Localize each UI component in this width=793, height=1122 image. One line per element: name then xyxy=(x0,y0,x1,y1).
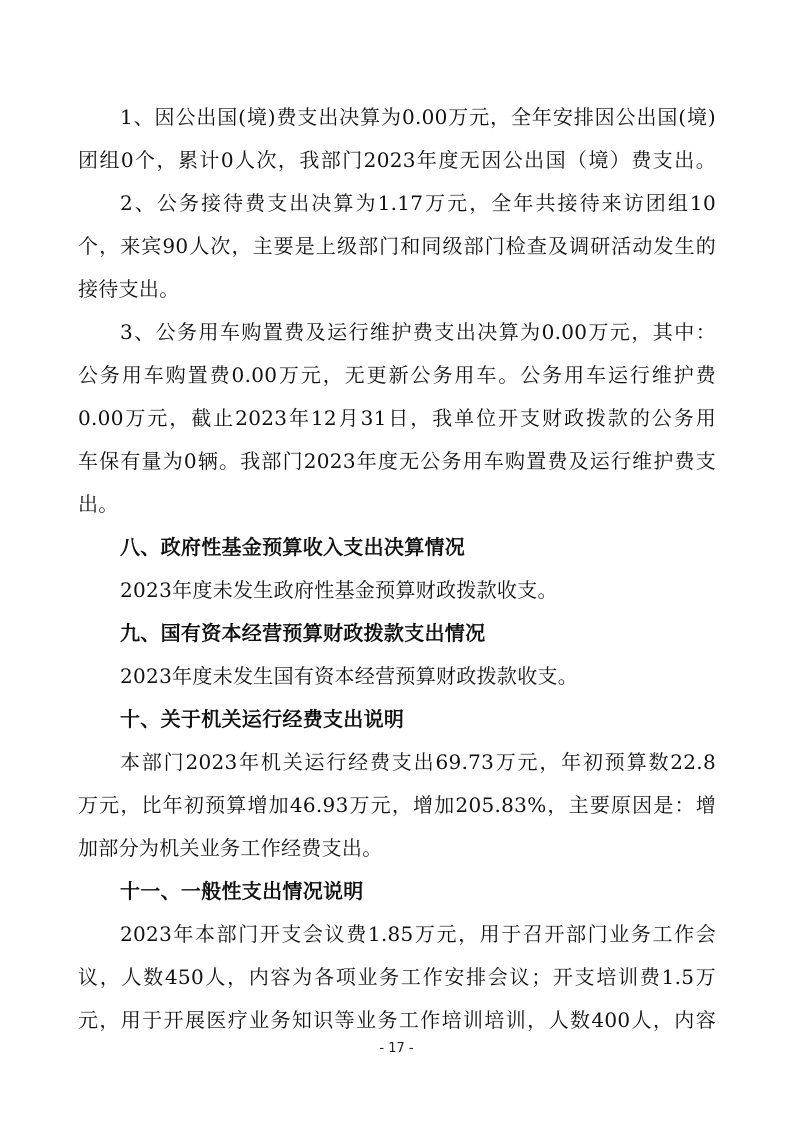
paragraph-line: 加部分为机关业务工作经费支出。 xyxy=(78,836,383,860)
paragraph-line: 接待支出。 xyxy=(78,277,180,301)
section-heading: 九、国有资本经营预算财政拨款支出情况 xyxy=(120,621,486,645)
paragraph-line: 本部门2023年机关运行经费支出69.73万元，年初预算数22.8 xyxy=(120,750,716,774)
section-heading: 十一、一般性支出情况说明 xyxy=(120,879,364,903)
paragraph-line: 元，用于开展医疗业务知识等业务工作培训培训，人数400人，内容 xyxy=(78,1008,716,1032)
paragraph-line: 2023年度未发生国有资本经营预算财政拨款收支。 xyxy=(120,664,579,688)
section-heading: 十、关于机关运行经费支出说明 xyxy=(120,707,405,731)
paragraph-line: 出。 xyxy=(78,492,119,516)
paragraph-line: 个，来宾90人次，主要是上级部门和同级部门检查及调研活动发生的 xyxy=(78,234,716,258)
paragraph-line: 2、公务接待费支出决算为1.17万元，全年共接待来访团组10 xyxy=(120,191,716,215)
paragraph-line: 0.00万元，截止2023年12月31日，我单位开支财政拨款的公务用 xyxy=(78,406,716,430)
page-number: - 17 - xyxy=(379,1041,414,1056)
paragraph-line: 1、因公出国(境)费支出决算为0.00万元，全年安排因公出国(境) xyxy=(120,105,716,129)
paragraph-line: 2023年本部门开支会议费1.85万元，用于召开部门业务工作会 xyxy=(120,922,716,946)
paragraph-line: 车保有量为0辆。我部门2023年度无公务用车购置费及运行维护费支 xyxy=(78,449,716,473)
paragraph-line: 万元，比年初预算增加46.93万元，增加205.83%，主要原因是：增 xyxy=(78,793,716,817)
paragraph-line: 团组0个，累计0人次，我部门2023年度无因公出国（境）费支出。 xyxy=(78,148,716,172)
section-heading: 八、政府性基金预算收入支出决算情况 xyxy=(120,535,466,559)
paragraph-line: 公务用车购置费0.00万元，无更新公务用车。公务用车运行维护费 xyxy=(78,363,716,387)
paragraph-line: 3、公务用车购置费及运行维护费支出决算为0.00万元，其中： xyxy=(120,320,716,344)
paragraph-line: 2023年度未发生政府性基金预算财政拨款收支。 xyxy=(120,578,558,602)
paragraph-line: 议，人数450人，内容为各项业务工作安排会议；开支培训费1.5万 xyxy=(78,965,716,989)
